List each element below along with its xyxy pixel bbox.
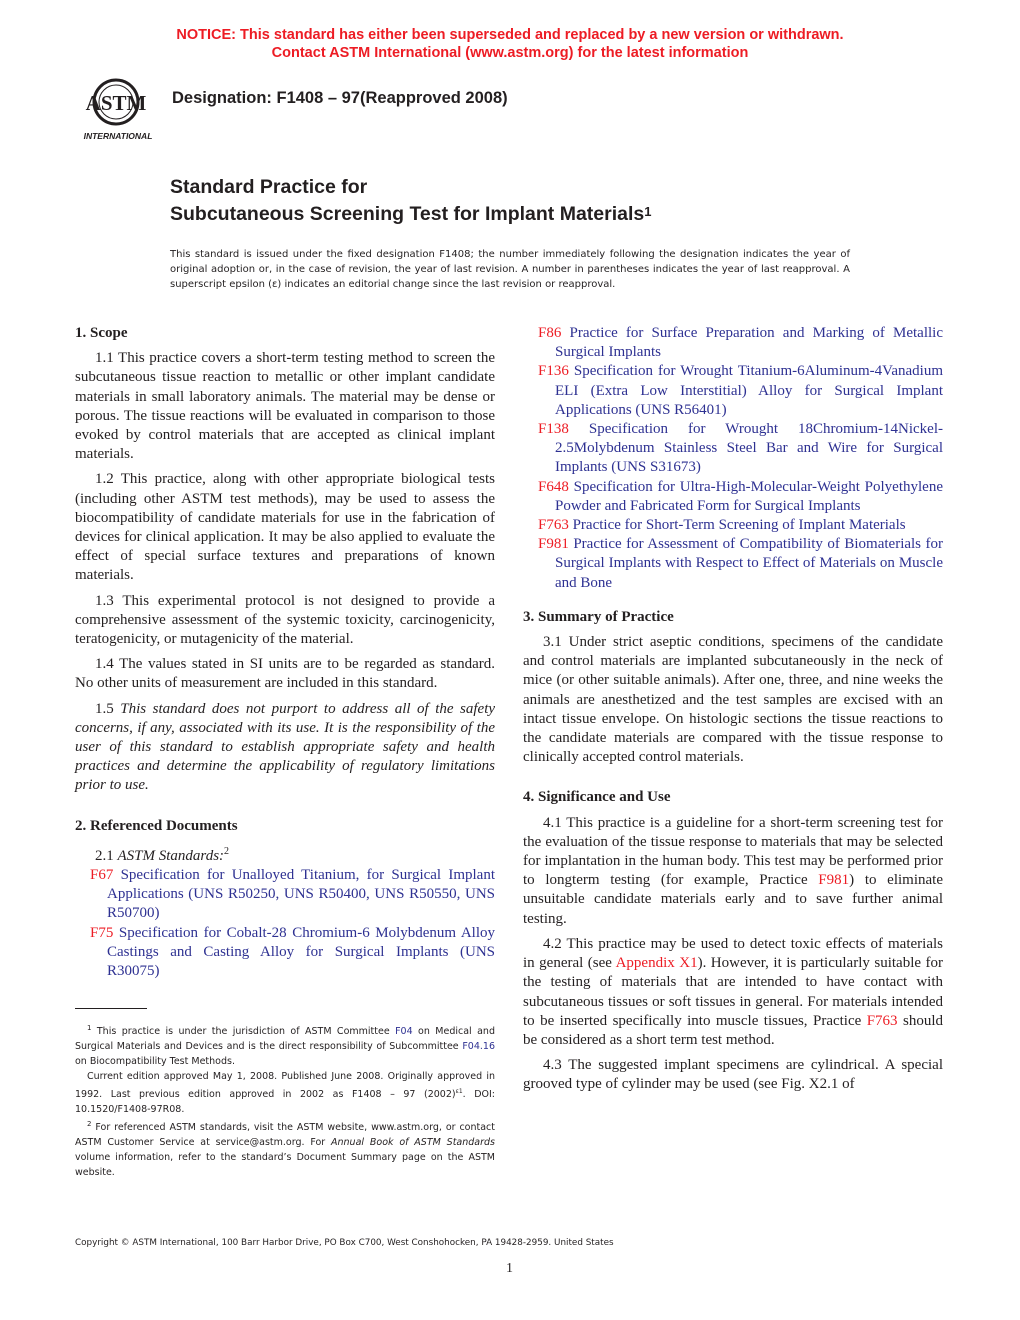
footnotes [75,1021,495,1180]
reference-f648[interactable] [523,478,943,516]
reference-title[interactable]: Specification for Unalloyed Titanium, for Surgical Implant Applications (UNS R50250, UNS R50400, UNS R50550, UNS R50700) [107,867,495,922]
reference-code[interactable]: F138 [538,421,569,438]
footnote-text: on Biocompatibility Test Methods. [75,1056,235,1068]
reference-f138[interactable] [523,420,943,478]
footnote-text: Current edition approved May 1, 2008. Published June 2008. Originally approved in 1992. Last previous edition approved in 2002 as F1408 – 97 (2002) [75,1071,495,1101]
footnote-mark[interactable]: 2 [224,845,230,857]
footnote-text: volume information, refer to the standard’s Document Summary page on the ASTM website. [75,1152,495,1179]
section-heading-significance: 4. Significance and Use [523,789,671,806]
section-heading-referenced-documents: 2. Referenced Documents [75,817,238,834]
paragraph-2-1 [75,842,495,866]
issuance-statement: This standard is issued under the fixed designation F1408; the number immediately following the designation indicates the year of original adoption or, in the case of revision, the year of last revision. A number in parentheses indicates the year of last reapproval. A superscript epsilon (ε) indicates an editorial change since the last revision or reapproval. [170,249,850,290]
reference-title[interactable]: Specification for Wrought Titanium-6Aluminum-4Vanadium ELI (Extra Low Interstitial) Alloy for Surgical Implant Applications (UNS R56401) [555,363,943,418]
astm-standards-label: ASTM Standards: [117,847,225,864]
reference-code[interactable]: F67 [90,867,114,884]
paragraph-number: 2.1 [95,847,118,864]
reference-f981[interactable] [523,535,943,593]
reference-code[interactable]: F763 [538,517,569,534]
section-heading-summary: 3. Summary of Practice [523,608,674,625]
reference-code[interactable]: F981 [538,536,569,553]
title-line-2 [170,201,651,228]
paragraph-1-2: 1.2 This practice, along with other appropriate biological tests (including other ASTM test methods), may be used to assess the biocompatibility of candidate materials for use in the fabrication of devices for clinical application. It may be also applied to evaluate the effect of special surface textures and preparations of known materials. [75,471,495,584]
footnote-text: . DOI: 10.1520/F1408-97R08. [75,1089,495,1116]
link-f763[interactable]: F763 [866,1012,898,1029]
section-heading-scope: 1. Scope [75,325,128,341]
footnote-1-edition [75,1069,495,1117]
reference-f763[interactable] [523,516,943,535]
notice-line-2: Contact ASTM International (www.astm.org) for the latest information [271,45,749,61]
logo-caption: INTERNATIONAL [83,131,153,141]
page-number: 1 [506,1261,513,1276]
reference-code[interactable]: F86 [538,325,562,341]
right-column [523,324,943,1101]
safety-statement: This standard does not purport to address all of the safety concerns, if any, associated with its use. It is the responsibility of the user of this standard to establish appropriate safety and health practices and determine the applicability of regulatory limitations prior to use. [75,700,496,794]
footnote-mark: 2 [87,1120,92,1129]
reference-title[interactable]: Practice for Assessment of Compatibility of Biomaterials for Surgical Implants with Respect to Effect of Materials on Muscle and Bone [555,536,943,591]
reference-code[interactable]: F75 [90,924,114,941]
left-column [75,324,495,981]
link-appendix-x1[interactable]: Appendix X1 [615,955,698,972]
footnote-text: For referenced ASTM standards, visit the ASTM website, www.astm.org, or contact ASTM Customer Service at service@astm.org. For [75,1122,495,1149]
paragraph-1-1: 1.1 This practice covers a short-term testing method to screen the subcutaneous tissue reaction to metallic or other implant candidate materials in small laboratory animals. The material may be dense or porous. The tissue reactions will be evaluated in comparison to those evoked by control materials that are accepted as clinical implant materials. [75,350,495,463]
reference-code[interactable]: F648 [538,478,569,495]
footnote-1 [75,1021,495,1069]
reference-f67[interactable] [75,866,495,924]
title-line-1: Standard Practice for [170,176,368,198]
link-subcommittee-f04-16[interactable]: F04.16 [462,1041,495,1053]
logo-letters: ASTM [85,91,147,115]
reference-title[interactable]: Specification for Wrought 18Chromium-14Nickel-2.5Molybdenum Stainless Steel Bar and Wire for Surgical Implants (UNS S31673) [555,421,943,476]
document-title [170,174,651,228]
paragraph-4-2 [523,935,943,1050]
paragraph-1-5 [75,700,495,796]
reference-title[interactable]: Practice for Surface Preparation and Marking of Metallic Surgical Implants [555,325,943,361]
paragraph-3-1: 3.1 Under strict aseptic conditions, specimens of the candidate and control materials are implanted subcutaneously in the neck of mice (or other suitable animals). After one, three, and nine weeks the animals are anesthetized and the test samples are excised with an intact tissue envelope. On histologic sections the tissue reactions to the candidate materials are compared with the tissue response to clinically accepted control materials. [523,634,943,766]
astm-logo [72,72,162,142]
paragraph-number: 1.5 [95,700,121,717]
reference-f75[interactable] [75,924,495,982]
paragraph-4-1 [523,814,943,929]
withdrawal-notice [0,26,1020,62]
title-main: Subcutaneous Screening Test for Implant Materials [170,203,645,225]
footnote-text: on Medical and Surgical Materials and Devices and is the direct responsibility of Subcommittee [75,1026,495,1053]
link-f981[interactable]: F981 [818,872,850,889]
reference-f86[interactable] [523,324,943,362]
paragraph-text: should be considered as a short term test method. [523,1012,943,1048]
footnote-italic: Annual Book of ASTM Standards [331,1137,495,1149]
reference-f136[interactable] [523,362,943,420]
link-committee-f04[interactable]: F04 [395,1026,413,1038]
copyright-line: Copyright © ASTM International, 100 Barr Harbor Drive, PO Box C700, West Conshohocken, PA 19428-2959. United States [75,1238,614,1248]
paragraph-text: 4.2 This practice may be used to detect toxic effects of materials in general (see [523,935,943,972]
paragraph-1-3: 1.3 This experimental protocol is not designed to provide a comprehensive assessment of the systemic toxicity, carcinogenicity, teratogenicity, or mutagenicity of the material. [75,592,495,648]
paragraph-text: ). However, it is particularly suitable for the testing of materials that are intended to have contact with subcutaneous tissues or soft tissues in general. For materials intended to be inserted specifically into muscle tissues, Practice [523,955,943,1029]
reference-title[interactable]: Practice for Short-Term Screening of Implant Materials [568,517,906,534]
epsilon-mark: ε1 [455,1088,463,1096]
reference-title[interactable]: Specification for Cobalt-28 Chromium-6 Molybdenum Alloy Castings and Casting Alloy for Surgical Implants (UNS R30075) [107,924,495,980]
paragraph-text: 4.1 This practice is a guideline for a short-term screening test for the evaluation of the tissue response to materials that may be selected for implantation in the human body. This test may be performed prior to longterm testing (for example, Practice [523,814,943,889]
designation: Designation: F1408 – 97(Reapproved 2008) [172,89,508,107]
reference-code[interactable]: F136 [538,363,569,380]
footnote-2 [75,1117,495,1180]
title-footnote-mark[interactable]: 1 [644,204,652,219]
footnote-text: This practice is under the jurisdiction of ASTM Committee [91,1026,396,1038]
paragraph-4-3: 4.3 The suggested implant specimens are cylindrical. A special grooved type of cylinder may be used (see Fig. X2.1 of [523,1057,943,1093]
notice-line-1: NOTICE: This standard has either been superseded and replaced by a new version or withdrawn. [176,27,844,43]
paragraph-1-4: 1.4 The values stated in SI units are to be regarded as standard. No other units of measurement are included in this standard. [75,656,495,692]
footnote-divider [75,1008,147,1009]
reference-title[interactable]: Specification for Ultra-High-Molecular-Weight Polyethylene Powder and Fabricated Form for Surgical Implants [555,478,943,514]
paragraph-text: ) to eliminate unsuitable candidate materials early and to save further animal testing. [523,872,943,927]
footnote-mark: 1 [87,1024,92,1032]
